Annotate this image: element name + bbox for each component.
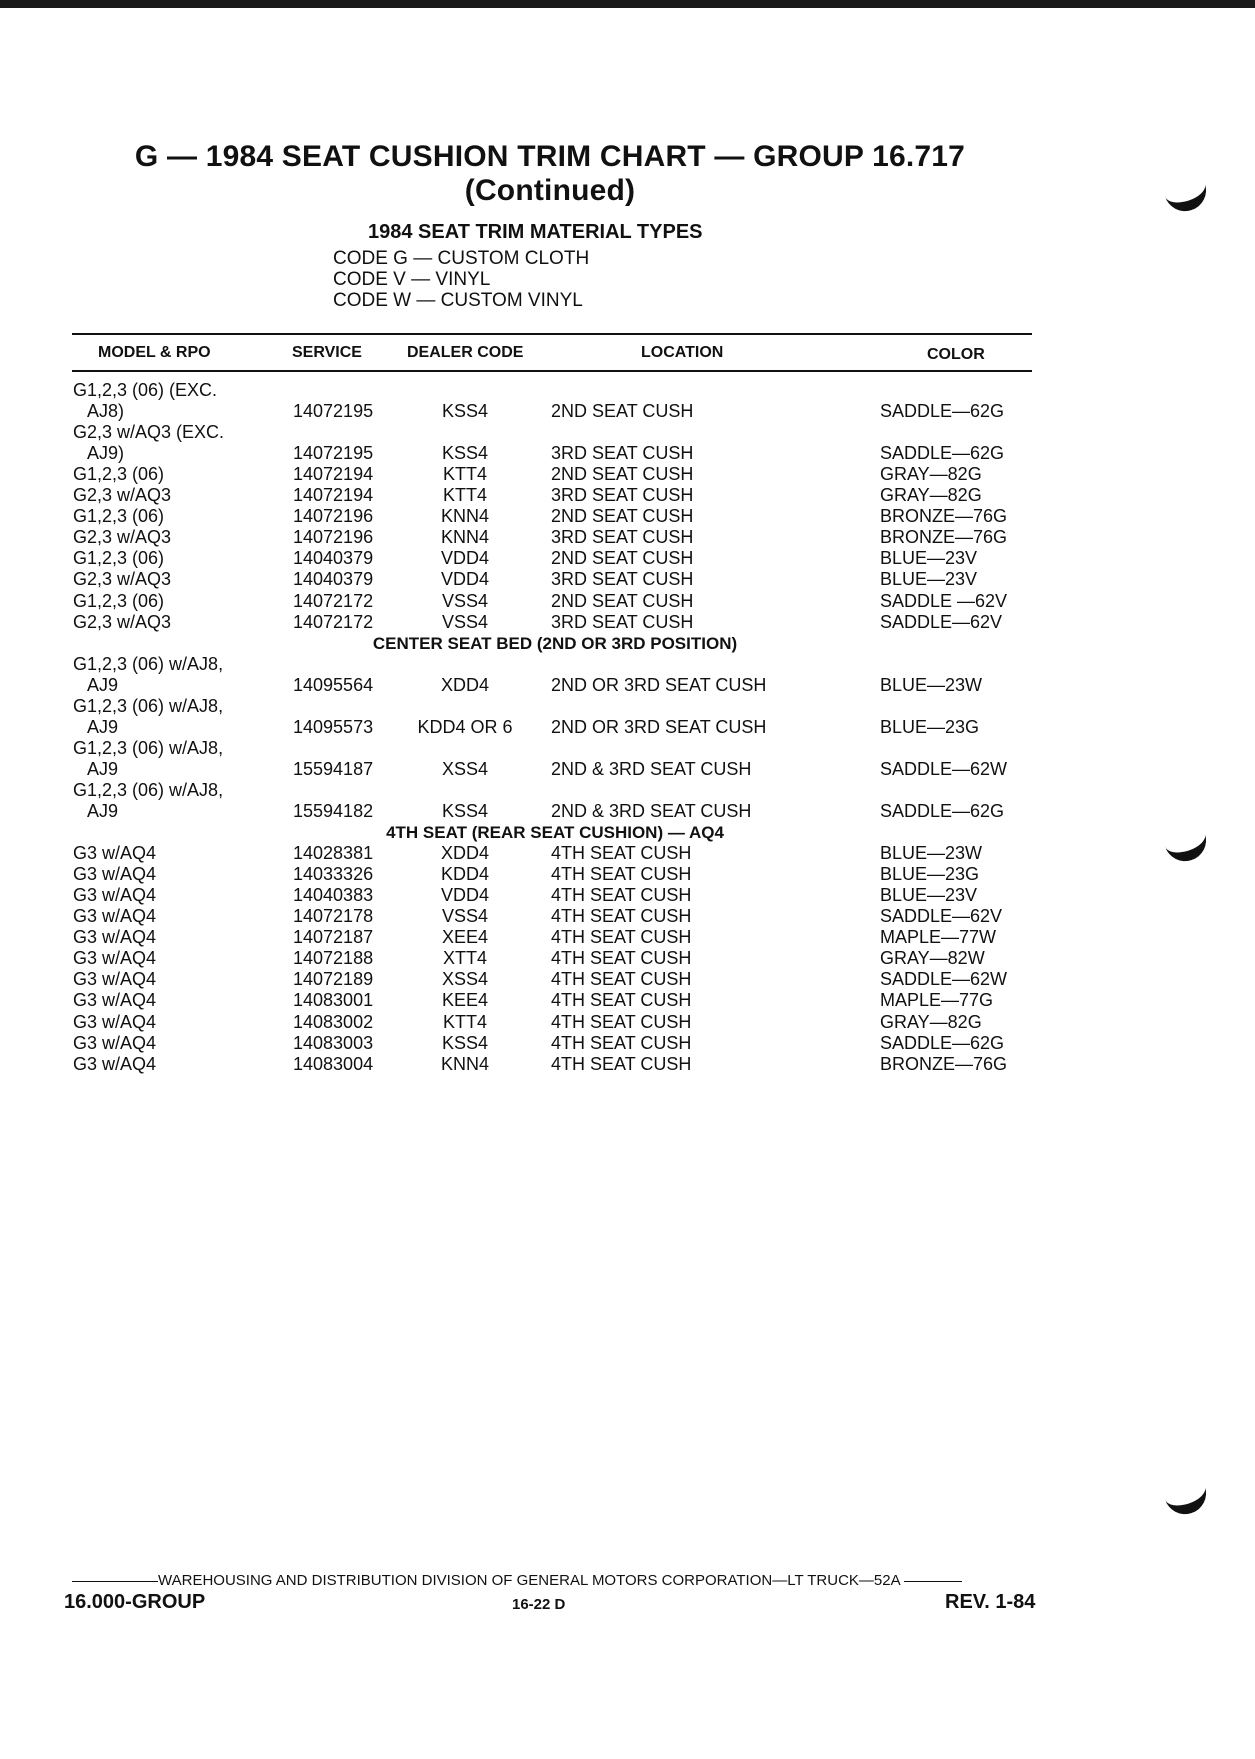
cell-color: SADDLE—62G: [880, 1032, 1005, 1053]
cell-location: 4TH SEAT CUSH: [551, 843, 692, 864]
cell-service: 14083002: [293, 1011, 374, 1032]
cell-dealer-code: VSS4: [441, 590, 489, 611]
table-top-rule: [72, 333, 1032, 335]
binder-hole-icon: [1160, 819, 1211, 866]
top-border: [0, 0, 1255, 8]
cell-location: 3RD SEAT CUSH: [551, 443, 694, 464]
cell-service: 14072194: [293, 464, 374, 485]
cell-color: BRONZE—76G: [880, 527, 1008, 548]
cell-location: 4TH SEAT CUSH: [551, 969, 692, 990]
cell-color: BLUE—23V: [880, 548, 978, 569]
cell-color: SADDLE—62G: [880, 443, 1005, 464]
material-code: CODE V — VINYL: [333, 269, 491, 290]
cell-color: SADDLE—62V: [880, 611, 1003, 632]
binder-hole-icon: [1160, 1472, 1211, 1519]
cell-color: GRAY—82G: [880, 1011, 982, 1032]
page-title: G — 1984 SEAT CUSHION TRIM CHART — GROUP 16.717: [134, 140, 966, 173]
cell-service: 14095564: [293, 674, 374, 695]
cell-location: 2ND SEAT CUSH: [551, 464, 694, 485]
cell-dealer-code: VDD4: [440, 569, 489, 590]
cell-model: AJ9): [73, 443, 125, 464]
cell-service: 14072195: [293, 401, 374, 422]
cell-service: 14083001: [293, 990, 374, 1011]
cell-dealer-code: XDD4: [440, 674, 489, 695]
cell-color: BLUE—23G: [880, 716, 980, 737]
cell-color: BLUE—23V: [880, 569, 978, 590]
cell-dealer-code: VDD4: [440, 548, 489, 569]
cell-dealer-code: XDD4: [440, 843, 489, 864]
cell-location: 3RD SEAT CUSH: [551, 485, 694, 506]
cell-model: G3 w/AQ4: [73, 1053, 157, 1074]
cell-dealer-code: KSS4: [441, 801, 489, 821]
cell-model: AJ9: [73, 758, 119, 779]
column-header-color: COLOR: [927, 346, 985, 363]
cell-dealer-code: KSS4: [441, 443, 489, 464]
cell-location: 4TH SEAT CUSH: [551, 1053, 692, 1074]
cell-model: G1,2,3 (06): [73, 590, 165, 611]
footer-page-number: 16-22 D: [512, 1596, 566, 1613]
cell-location: 3RD SEAT CUSH: [551, 569, 694, 590]
footer-division-line: [72, 1572, 1032, 1589]
cell-model: G3 w/AQ4: [73, 969, 157, 990]
cell-service: 14072187: [293, 927, 374, 948]
cell-color: GRAY—82W: [880, 948, 985, 969]
cell-service: 14072194: [293, 485, 374, 506]
footer-revision: REV. 1-84: [945, 1591, 1036, 1613]
cell-model: G1,2,3 (06): [73, 506, 165, 527]
cell-location: 4TH SEAT CUSH: [551, 1011, 692, 1032]
cell-model: G3 w/AQ4: [73, 990, 157, 1011]
cell-color: MAPLE—77W: [880, 927, 997, 948]
cell-model: G3 w/AQ4: [73, 1011, 157, 1032]
cell-dealer-code: KTT4: [442, 485, 487, 506]
cell-service: 14072172: [293, 611, 374, 632]
cell-location: 4TH SEAT CUSH: [551, 864, 692, 885]
cell-service: 14072196: [293, 506, 374, 527]
cell-dealer-code: KTT4: [442, 464, 487, 485]
cell-service: 14072172: [293, 590, 374, 611]
cell-service: 14028381: [293, 843, 374, 864]
material-code: CODE W — CUSTOM VINYL: [333, 290, 583, 311]
cell-dealer-code: VDD4: [440, 885, 489, 906]
section-heading: CENTER SEAT BED (2ND OR 3RD POSITION): [372, 633, 738, 653]
cell-location: 4TH SEAT CUSH: [551, 990, 692, 1011]
cell-location: 2ND OR 3RD SEAT CUSH: [551, 674, 767, 695]
column-header-model: MODEL & RPO: [98, 344, 211, 361]
cell-color: SADDLE—62W: [880, 969, 1008, 990]
cell-dealer-code: VSS4: [441, 611, 489, 632]
cell-location: 2ND OR 3RD SEAT CUSH: [551, 716, 767, 737]
cell-color: BLUE—23G: [880, 864, 980, 885]
cell-color: SADDLE—62G: [880, 801, 1005, 821]
cell-location: 2ND SEAT CUSH: [551, 548, 694, 569]
cell-color: GRAY—82G: [880, 464, 982, 485]
cell-location: 2ND & 3RD SEAT CUSH: [551, 758, 752, 779]
page-title-continued: (Continued): [464, 174, 636, 207]
cell-location: 4TH SEAT CUSH: [551, 948, 692, 969]
footer-division: WAREHOUSING AND DISTRIBUTION DIVISION OF GENERAL MOTORS CORPORATION—LT TRUCK—52A: [158, 1572, 900, 1589]
cell-dealer-code: KSS4: [441, 1032, 489, 1053]
cell-model: G1,2,3 (06): [73, 548, 165, 569]
cell-color: GRAY—82G: [880, 485, 982, 506]
cell-dealer-code: XEE4: [441, 927, 489, 948]
column-header-service: SERVICE: [292, 344, 362, 361]
cell-model: G1,2,3 (06) w/AJ8,: [73, 653, 224, 674]
cell-location: 3RD SEAT CUSH: [551, 611, 694, 632]
cell-dealer-code: XSS4: [441, 758, 489, 779]
binder-hole-icon: [1160, 169, 1211, 216]
cell-color: BLUE—23V: [880, 885, 978, 906]
cell-color: SADDLE—62W: [880, 758, 1008, 779]
cell-service: 14072178: [293, 906, 374, 927]
cell-model: G2,3 w/AQ3: [73, 527, 172, 548]
cell-model: G3 w/AQ4: [73, 906, 157, 927]
cell-color: BLUE—23W: [880, 674, 983, 695]
column-header-dealer-code: DEALER CODE: [407, 344, 524, 361]
cell-color: BRONZE—76G: [880, 1053, 1008, 1074]
cell-location: 2ND SEAT CUSH: [551, 401, 694, 422]
cell-dealer-code: KNN4: [440, 1053, 489, 1074]
cell-model: AJ9: [73, 801, 119, 821]
cell-model: G1,2,3 (06) w/AJ8,: [73, 695, 224, 716]
cell-color: BRONZE—76G: [880, 506, 1008, 527]
cell-location: 2ND SEAT CUSH: [551, 590, 694, 611]
cell-dealer-code: XSS4: [441, 969, 489, 990]
cell-model: G2,3 w/AQ3: [73, 485, 172, 506]
cell-model: G3 w/AQ4: [73, 864, 157, 885]
cell-model: AJ9: [73, 674, 119, 695]
cell-dealer-code: KNN4: [440, 527, 489, 548]
cell-model: G1,2,3 (06): [73, 464, 165, 485]
cell-model: AJ9: [73, 716, 119, 737]
cell-model: G3 w/AQ4: [73, 948, 157, 969]
cell-service: 14040379: [293, 548, 374, 569]
cell-model: G2,3 w/AQ3: [73, 569, 172, 590]
cell-model: G1,2,3 (06) w/AJ8,: [73, 779, 224, 800]
cell-model: G2,3 w/AQ3: [73, 611, 172, 632]
column-header-location: LOCATION: [641, 344, 724, 361]
cell-dealer-code: KEE4: [441, 990, 489, 1011]
cell-service: 14083004: [293, 1053, 374, 1074]
cell-model: AJ8): [73, 401, 125, 422]
cell-dealer-code: KDD4: [440, 864, 489, 885]
cell-model: G3 w/AQ4: [73, 927, 157, 948]
cell-location: 3RD SEAT CUSH: [551, 527, 694, 548]
cell-location: 4TH SEAT CUSH: [551, 927, 692, 948]
cell-service: 14040379: [293, 569, 374, 590]
cell-color: BLUE—23W: [880, 843, 983, 864]
cell-service: 14095573: [293, 716, 374, 737]
cell-color: SADDLE—62G: [880, 401, 1005, 422]
material-code: CODE G — CUSTOM CLOTH: [333, 248, 590, 269]
cell-model: G3 w/AQ4: [73, 1032, 157, 1053]
cell-model: G3 w/AQ4: [73, 843, 157, 864]
cell-location: 4TH SEAT CUSH: [551, 906, 692, 927]
table-header-rule: [72, 370, 1032, 372]
cell-service: 14033326: [293, 864, 374, 885]
cell-model: G3 w/AQ4: [73, 885, 157, 906]
cell-service: 14083003: [293, 1032, 374, 1053]
cell-location: 4TH SEAT CUSH: [551, 1032, 692, 1053]
cell-dealer-code: KDD4 OR 6: [417, 716, 513, 737]
section-heading: 4TH SEAT (REAR SEAT CUSHION) — AQ4: [386, 823, 724, 843]
cell-model: G1,2,3 (06) w/AJ8,: [73, 737, 224, 758]
cell-service: 14072195: [293, 443, 374, 464]
cell-model: G2,3 w/AQ3 (EXC.: [73, 422, 225, 443]
materials-heading: 1984 SEAT TRIM MATERIAL TYPES: [368, 221, 703, 243]
cell-location: 2ND & 3RD SEAT CUSH: [551, 801, 752, 821]
cell-model: G1,2,3 (06) (EXC.: [73, 380, 218, 400]
cell-dealer-code: KTT4: [442, 1011, 487, 1032]
cell-service: 15594187: [293, 758, 374, 779]
cell-service: 14072189: [293, 969, 374, 990]
cell-color: MAPLE—77G: [880, 990, 994, 1011]
cell-dealer-code: KSS4: [441, 401, 489, 422]
cell-location: 4TH SEAT CUSH: [551, 885, 692, 906]
cell-dealer-code: VSS4: [441, 906, 489, 927]
cell-service: 14072196: [293, 527, 374, 548]
cell-service: 14072188: [293, 948, 374, 969]
cell-service: 14040383: [293, 885, 374, 906]
footer-group: 16.000-GROUP: [64, 1591, 206, 1613]
cell-color: SADDLE —62V: [880, 590, 1008, 611]
cell-color: SADDLE—62V: [880, 906, 1003, 927]
cell-service: 15594182: [293, 801, 374, 821]
cell-dealer-code: XTT4: [442, 948, 487, 969]
cell-location: 2ND SEAT CUSH: [551, 506, 694, 527]
cell-dealer-code: KNN4: [440, 506, 489, 527]
